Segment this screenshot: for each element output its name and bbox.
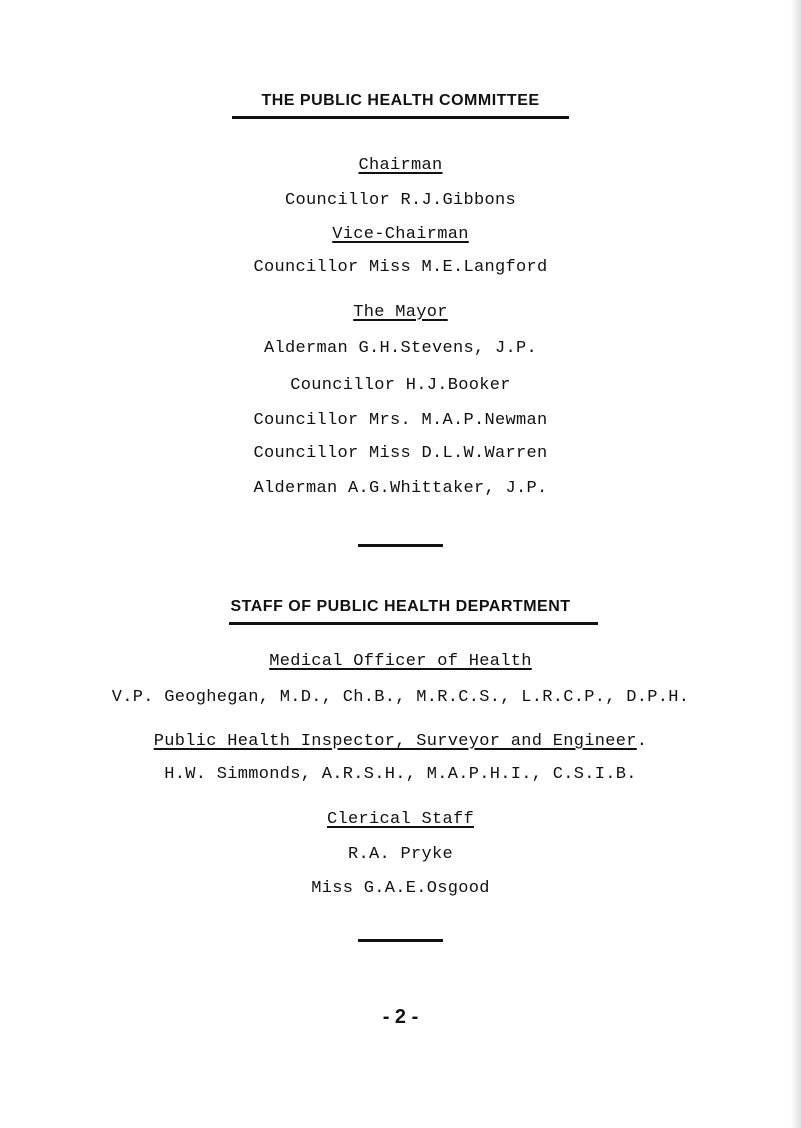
vice-chairman-name: Councillor Miss M.E.Langford [253, 258, 548, 277]
phi-name: H.W. Simmonds, A.R.S.H., M.A.P.H.I., C.S.I.B. [164, 765, 637, 784]
phi-heading-suffix: . [636, 732, 648, 751]
mayor-name: Alderman G.H.Stevens, J.P. [263, 339, 538, 358]
vice-chairman-heading-line [0, 225, 801, 245]
clerical-name: Miss G.A.E.Osgood [311, 879, 490, 898]
page-number: - 2 - [382, 1006, 419, 1028]
mayor-heading-line [0, 303, 801, 323]
moh-name: V.P. Geoghegan, M.D., Ch.B., M.R.C.S., L.R.C.P., D.P.H. [111, 688, 690, 707]
committee-title-rule [232, 116, 569, 119]
clerical-name: R.A. Pryke [347, 845, 454, 864]
staff-title: STAFF OF PUBLIC HEALTH DEPARTMENT [230, 598, 571, 615]
committee-member: Alderman A.G.Whittaker, J.P. [253, 479, 548, 498]
staff-title-rule [229, 622, 598, 625]
clerical-heading: Clerical Staff [326, 810, 475, 829]
phi-heading: Public Health Inspector, Surveyor and Engineer [153, 732, 637, 751]
vice-chairman-heading: Vice-Chairman [332, 225, 469, 244]
closing-divider [358, 939, 443, 942]
phi-heading-line [0, 732, 801, 752]
page-edge-shadow [791, 0, 801, 1128]
chairman-heading-line [0, 156, 801, 176]
committee-member: Councillor Mrs. M.A.P.Newman [253, 411, 548, 430]
committee-member: Councillor H.J.Booker [290, 376, 511, 395]
committee-title: THE PUBLIC HEALTH COMMITTEE [261, 92, 540, 109]
moh-heading-line [0, 652, 801, 672]
mayor-heading: The Mayor [353, 303, 448, 322]
clerical-heading-line [0, 810, 801, 830]
section-divider [358, 544, 443, 547]
committee-member: Councillor Miss D.L.W.Warren [253, 444, 548, 463]
moh-heading: Medical Officer of Health [269, 652, 532, 671]
chairman-name: Councillor R.J.Gibbons [284, 191, 517, 210]
chairman-heading: Chairman [358, 156, 443, 175]
